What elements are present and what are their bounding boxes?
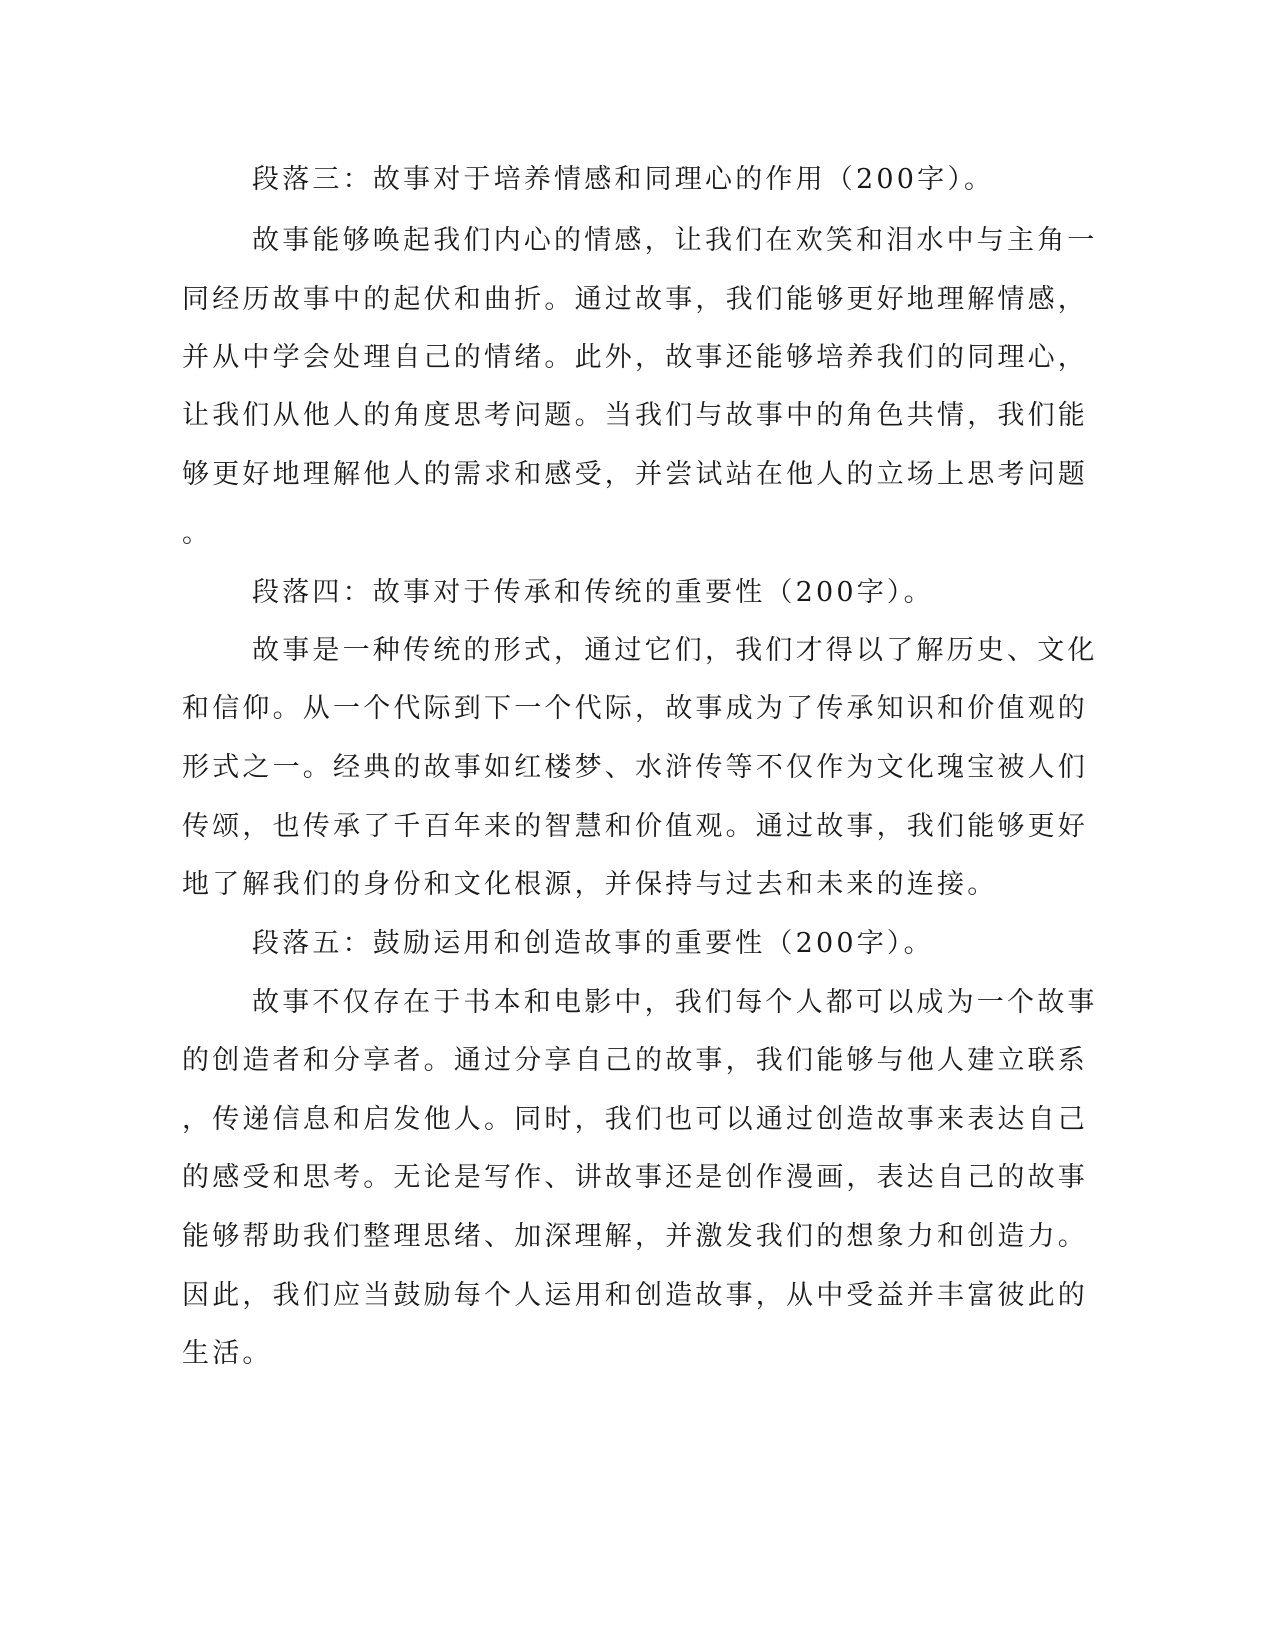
text-line: 的创造者和分享者。通过分享自己的故事，我们能够与他人建立联系 — [182, 1045, 1088, 1076]
text-line: 故事是一种传统的形式，通过它们，我们才得以了解历史、文化 — [252, 635, 1098, 666]
text-line: 传颂，也传承了千百年来的智慧和价值观。通过故事，我们能够更好 — [182, 811, 1088, 842]
text-line: 让我们从他人的角度思考问题。当我们与故事中的角色共情，我们能 — [182, 400, 1088, 431]
text-line: 故事能够唤起我们内心的情感，让我们在欢笑和泪水中与主角一 — [252, 225, 1098, 256]
text-line: 地了解我们的身份和文化根源，并保持与过去和未来的连接。 — [182, 869, 998, 900]
text-line: 够更好地理解他人的需求和感受，并尝试站在他人的立场上思考问题 — [182, 459, 1088, 490]
text-line: 同经历故事中的起伏和曲折。通过故事，我们能够更好地理解情感， — [182, 284, 1088, 315]
text-line: 能够帮助我们整理思绪、加深理解，并激发我们的想象力和创造力。 — [182, 1221, 1088, 1252]
text-line: 的感受和思考。无论是写作、讲故事还是创作漫画，表达自己的故事 — [182, 1162, 1088, 1193]
text-line: 。 — [182, 518, 213, 549]
text-line: 形式之一。经典的故事如红楼梦、水浒传等不仅作为文化瑰宝被人们 — [182, 752, 1088, 783]
text-line: 因此，我们应当鼓励每个人运用和创造故事，从中受益并丰富彼此的 — [182, 1280, 1088, 1311]
text-line: ，传递信息和启发他人。同时，我们也可以通过创造故事来表达自己 — [182, 1104, 1088, 1135]
heading-paragraph-3: 段落三：故事对于培养情感和同理心的作用（200字）。 — [252, 164, 995, 195]
text-line: 故事不仅存在于书本和电影中，我们每个人都可以成为一个故事 — [252, 987, 1098, 1018]
text-line: 生活。 — [182, 1338, 273, 1369]
text-line: 并从中学会处理自己的情绪。此外，故事还能够培养我们的同理心， — [182, 342, 1088, 373]
heading-paragraph-5: 段落五：鼓励运用和创造故事的重要性（200字）。 — [252, 928, 934, 959]
text-line: 和信仰。从一个代际到下一个代际，故事成为了传承知识和价值观的 — [182, 693, 1088, 724]
heading-paragraph-4: 段落四：故事对于传承和传统的重要性（200字）。 — [252, 577, 934, 608]
